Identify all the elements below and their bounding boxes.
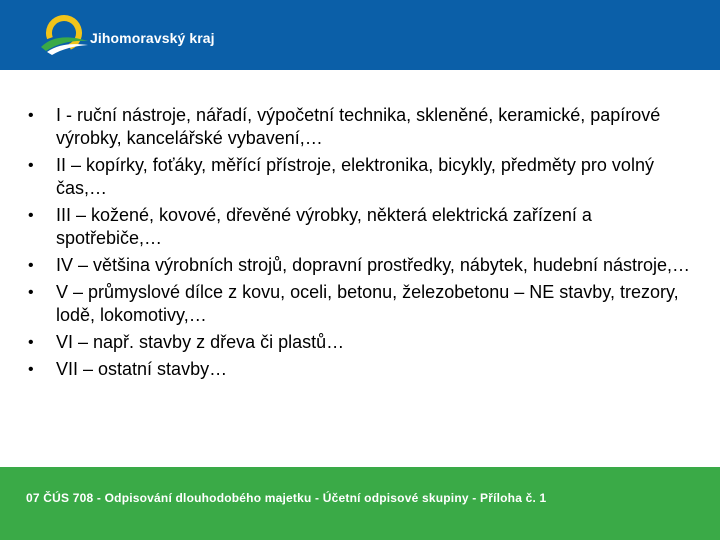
bullet-icon: • bbox=[28, 284, 34, 301]
list-item bbox=[28, 204, 698, 250]
slide-content bbox=[28, 104, 698, 385]
footer-bar bbox=[0, 467, 720, 540]
bullet-list bbox=[28, 104, 698, 381]
bullet-text: VI – např. stavby z dřeva či plastů… bbox=[56, 332, 345, 352]
bullet-text: II – kopírky, foťáky, měřící přístroje, elektronika, bicykly, předměty pro volný čas,… bbox=[56, 155, 654, 198]
bullet-text: III – kožené, kovové, dřevěné výrobky, některá elektrická zařízení a spotřebiče,… bbox=[56, 205, 592, 248]
bullet-icon: • bbox=[28, 157, 34, 174]
list-item bbox=[28, 358, 698, 381]
list-item bbox=[28, 104, 698, 150]
bullet-icon: • bbox=[28, 107, 34, 124]
bullet-icon: • bbox=[28, 334, 34, 351]
footer-caption: 07 ČÚS 708 - Odpisování dlouhodobého majetku - Účetní odpisové skupiny - Příloha č. 1 bbox=[26, 491, 547, 505]
brand-name: Jihomoravský kraj bbox=[90, 30, 215, 46]
list-item bbox=[28, 254, 698, 277]
bullet-icon: • bbox=[28, 207, 34, 224]
list-item bbox=[28, 154, 698, 200]
header-bar bbox=[0, 0, 720, 70]
jihomoravsky-kraj-logo-icon bbox=[38, 14, 90, 56]
bullet-text: I - ruční nástroje, nářadí, výpočetní technika, skleněné, keramické, papírové výrobky, kancelářské vybavení,… bbox=[56, 105, 661, 148]
bullet-text: IV – většina výrobních strojů, dopravní prostředky, nábytek, hudební nástroje,… bbox=[56, 255, 691, 275]
bullet-text: V – průmyslové dílce z kovu, oceli, betonu, železobetonu – NE stavby, trezory, lodě, lokomotivy,… bbox=[56, 282, 679, 325]
bullet-icon: • bbox=[28, 361, 34, 378]
list-item bbox=[28, 281, 698, 327]
bullet-text: VII – ostatní stavby… bbox=[56, 359, 228, 379]
bullet-icon: • bbox=[28, 257, 34, 274]
list-item bbox=[28, 331, 698, 354]
